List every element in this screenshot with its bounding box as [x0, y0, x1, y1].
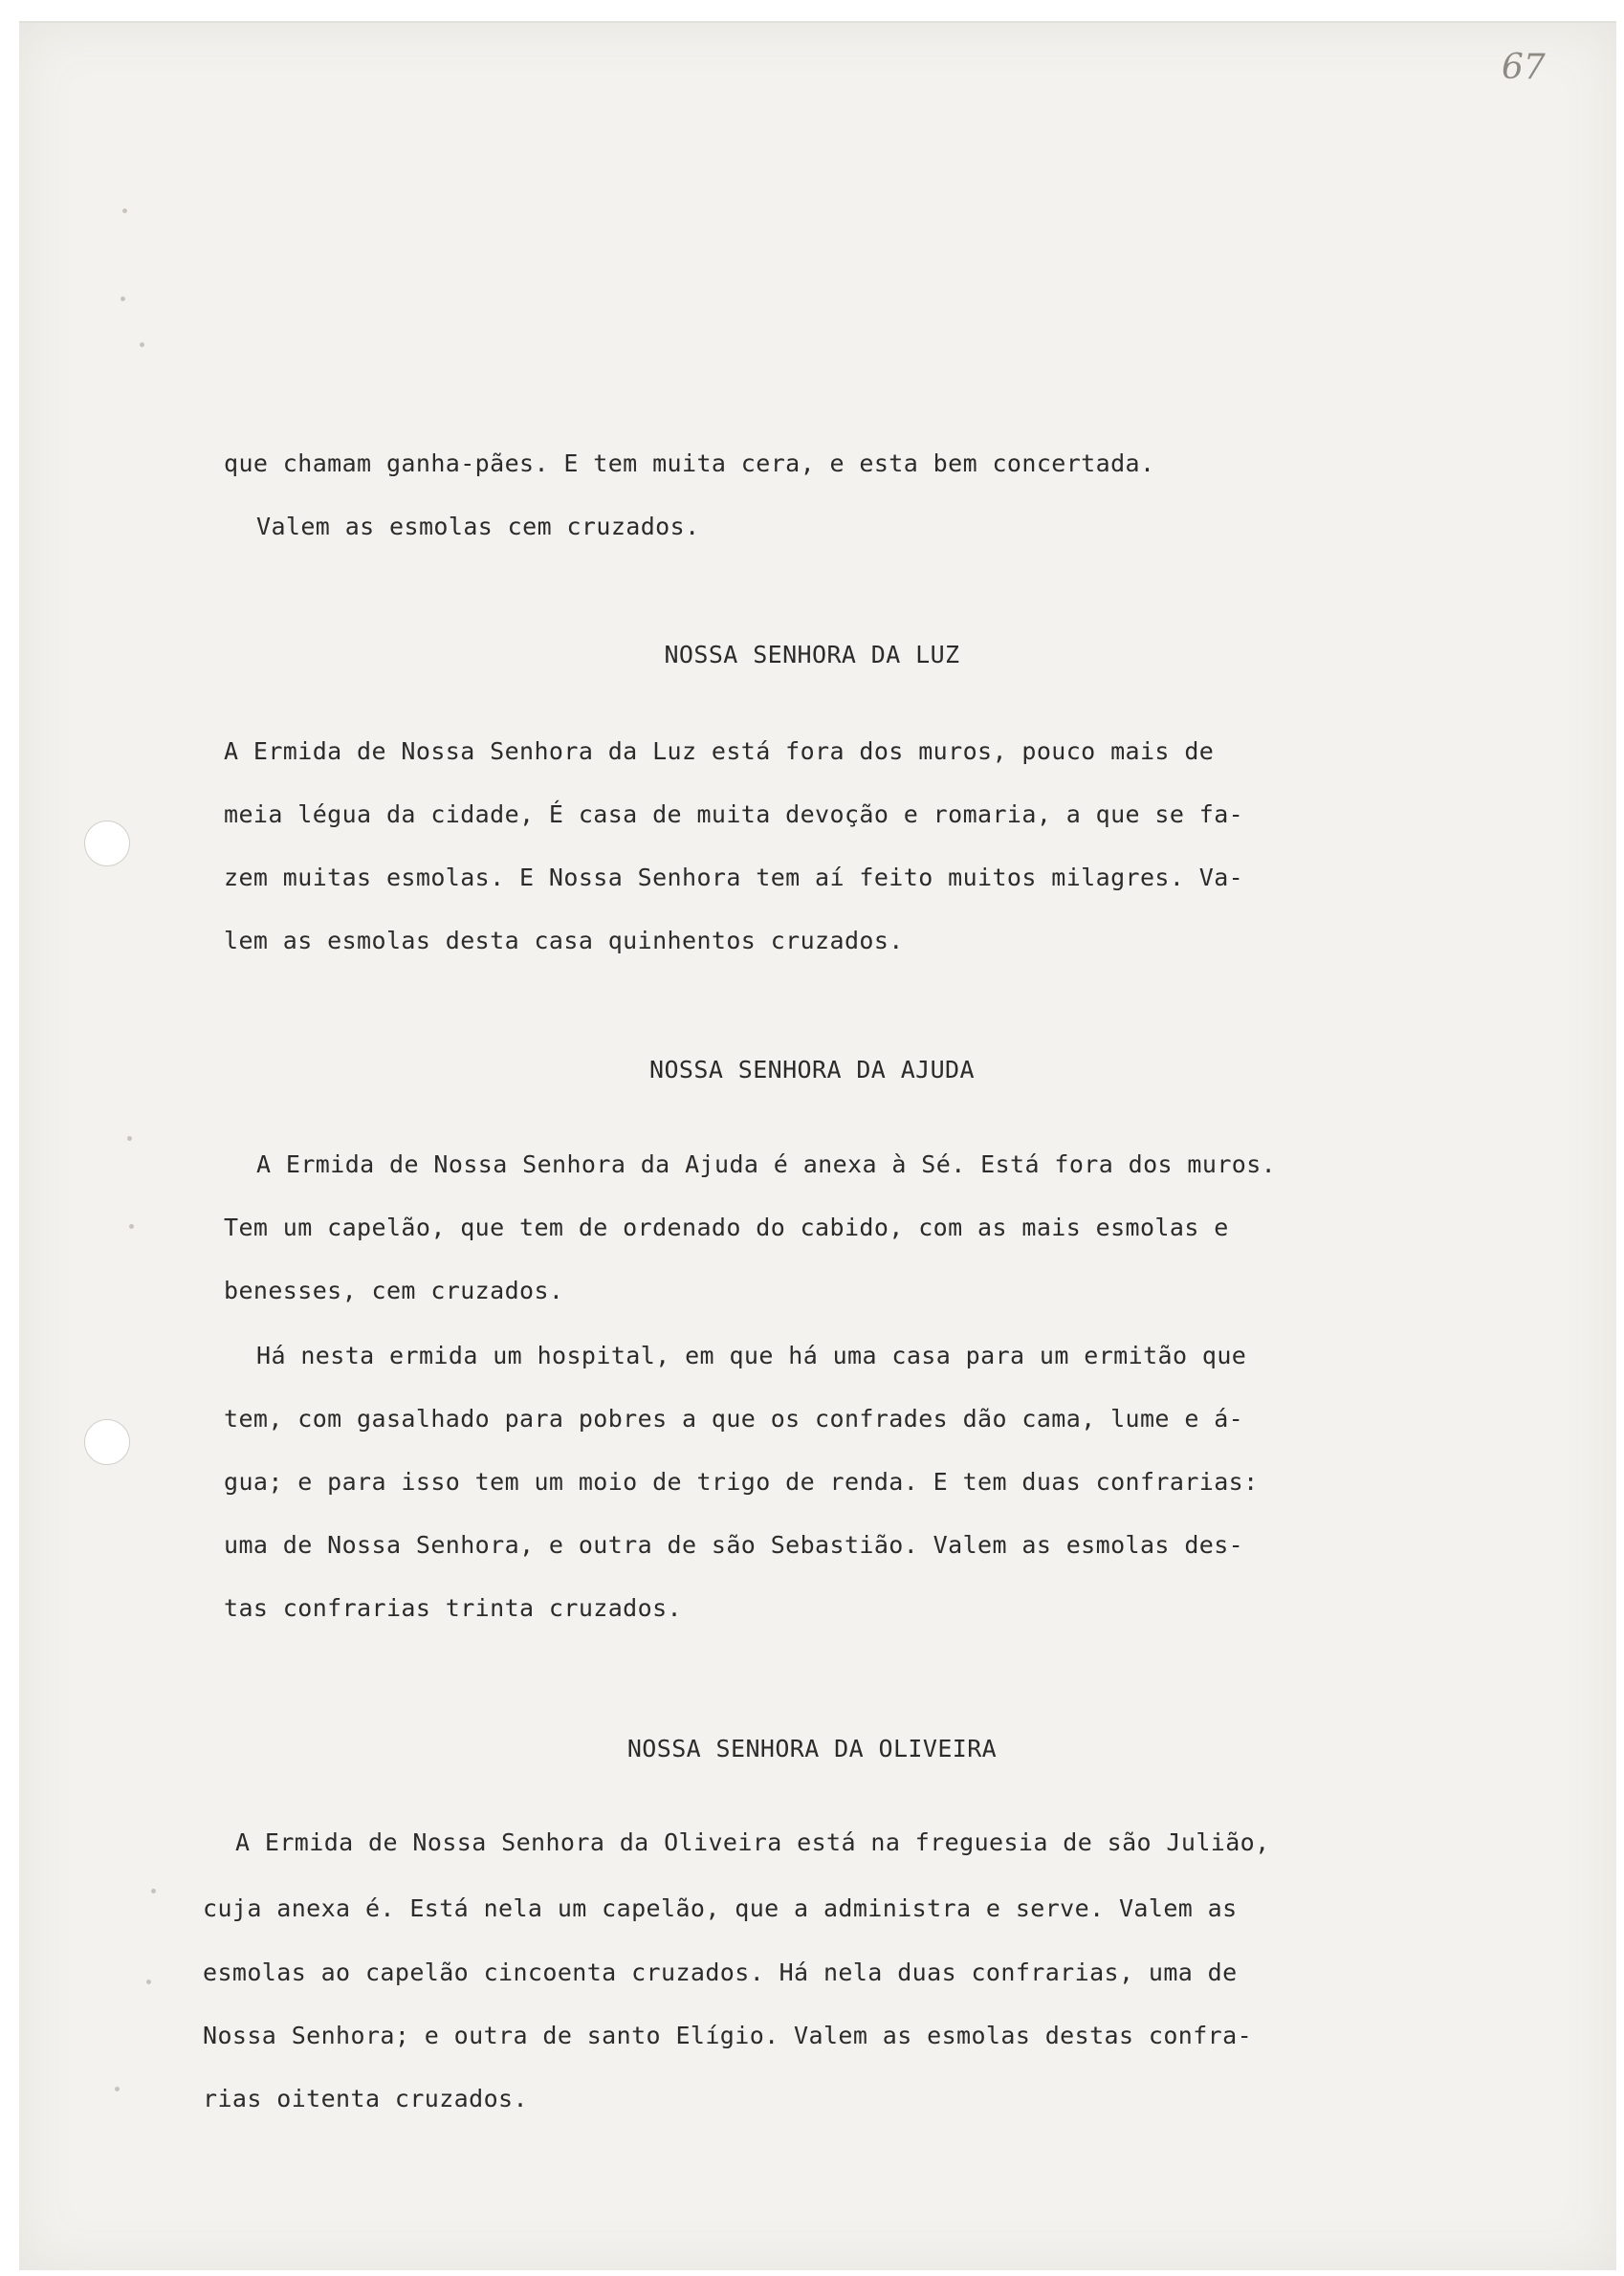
margin-speck — [115, 2087, 120, 2091]
margin-speck — [121, 296, 125, 301]
text-line: gua; e para isso tem um moio de trigo de renda. E tem duas confrarias: — [224, 1468, 1259, 1496]
text-line: Tem um capelão, que tem de ordenado do cabido, com as mais esmolas e — [224, 1214, 1229, 1241]
text-line: tem, com gasalhado para pobres a que os confrades dão cama, lume e á- — [224, 1405, 1244, 1433]
text-line: Nossa Senhora; e outra de santo Elígio. Valem as esmolas destas confra- — [203, 2022, 1253, 2049]
text-line: esmolas ao capelão cincoenta cruzados. Há nela duas confrarias, uma de — [203, 1959, 1238, 1986]
text-line: cuja anexa é. Está nela um capelão, que a administra e serve. Valem as — [203, 1894, 1238, 1922]
margin-speck — [151, 1889, 156, 1893]
text-line: tas confrarias trinta cruzados. — [224, 1594, 682, 1622]
text-line: meia légua da cidade, É casa de muita devoção e romaria, a que se fa- — [224, 800, 1244, 828]
text-line: rias oitenta cruzados. — [203, 2085, 528, 2112]
margin-speck — [140, 342, 144, 347]
text-line: A Ermida de Nossa Senhora da Oliveira está na freguesia de são Julião, — [235, 1828, 1270, 1856]
text-line: A Ermida de Nossa Senhora da Ajuda é anexa à Sé. Está fora dos muros. — [256, 1150, 1277, 1178]
margin-speck — [129, 1224, 134, 1229]
margin-speck — [122, 208, 127, 213]
text-line: zem muitas esmolas. E Nossa Senhora tem aí feito muitos milagres. Va- — [224, 864, 1244, 891]
margin-speck — [127, 1136, 132, 1141]
paper-sheet — [19, 21, 1616, 2270]
section-heading: NOSSA SENHORA DA LUZ — [664, 641, 960, 668]
text-line: A Ermida de Nossa Senhora da Luz está fora dos muros, pouco mais de — [224, 737, 1215, 765]
section-heading: NOSSA SENHORA DA AJUDA — [649, 1056, 975, 1083]
text-line: uma de Nossa Senhora, e outra de são Sebastião. Valem as esmolas des- — [224, 1531, 1244, 1559]
margin-speck — [146, 1980, 151, 1984]
text-line: Há nesta ermida um hospital, em que há uma casa para um ermitão que — [256, 1342, 1247, 1369]
section-heading: NOSSA SENHORA DA OLIVEIRA — [626, 1735, 998, 1762]
text-line: que chamam ganha-pães. E tem muita cera, e esta bem concertada. — [224, 449, 1155, 477]
text-line: benesses, cem cruzados. — [224, 1277, 564, 1304]
punch-hole-bottom — [84, 1419, 130, 1465]
text-line: Valem as esmolas cem cruzados. — [256, 513, 700, 540]
text-line: lem as esmolas desta casa quinhentos cruzados. — [224, 927, 904, 954]
page-number: 67 — [1502, 48, 1546, 87]
punch-hole-top — [84, 821, 130, 866]
